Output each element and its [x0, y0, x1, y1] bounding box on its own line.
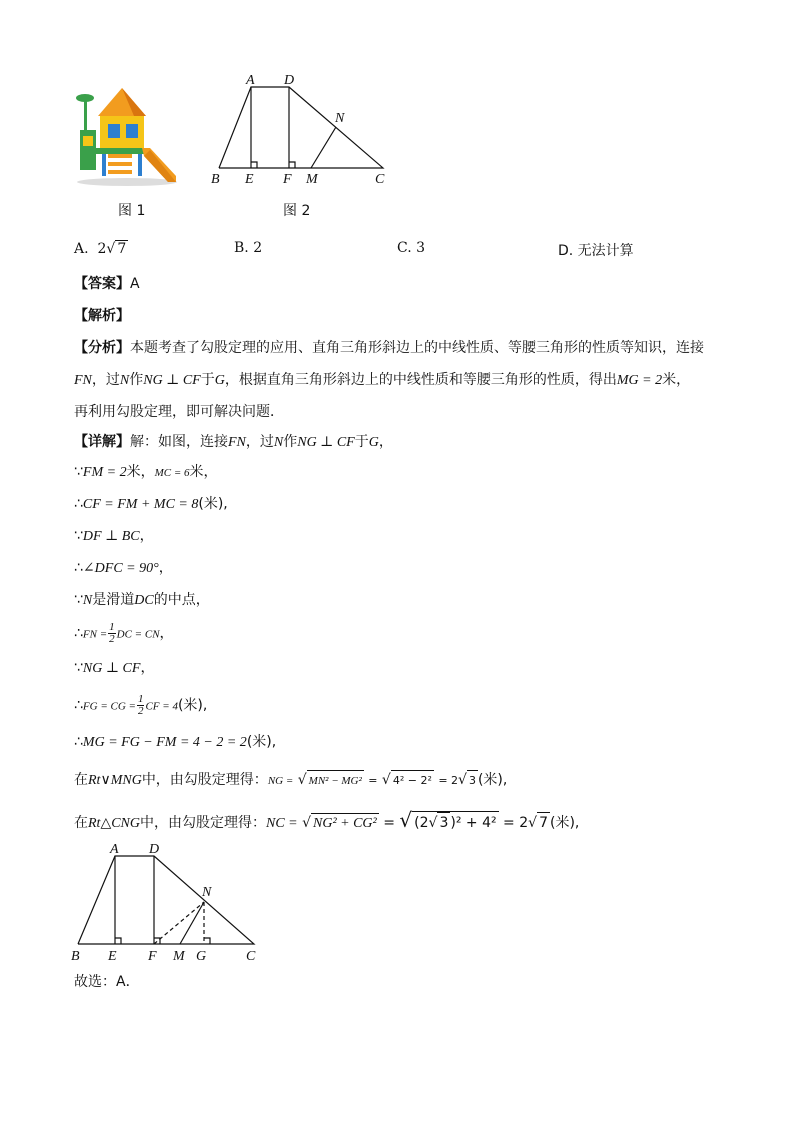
figure-1-caption: 图 1 — [118, 203, 146, 219]
option-a: A. 2√ 7 — [74, 241, 127, 257]
solution-label-g: G — [196, 949, 207, 964]
right-angle-f — [289, 162, 295, 168]
solution-diagram — [68, 838, 268, 966]
point-label-m: M — [306, 172, 318, 187]
solution-label-e: E — [108, 949, 117, 964]
solution-label-f: F — [148, 949, 157, 964]
detail-line-3: ∴CF = FM + MC = 8(米), — [74, 496, 228, 512]
detail-line-2: ∵FM = 2米，MC = 6米， — [74, 464, 218, 480]
solution-trapezoid-outline — [78, 856, 254, 944]
solution-right-angle-g — [204, 938, 210, 944]
analysis-line-2: FN，过N作NG ⊥ CF于G，根据直角三角形斜边上的中线性质和等腰三角形的性质，得出MG = 2米， — [74, 372, 691, 388]
trapezoid-outline — [219, 87, 383, 168]
point-label-d: D — [284, 73, 295, 88]
figure-2-caption: 图 2 — [283, 203, 311, 219]
solution-right-angle-e — [115, 938, 121, 944]
analysis-line-3: 再利用勾股定理，即可解决问题． — [74, 404, 284, 420]
solution-label-d: D — [149, 842, 160, 857]
solution-label-m: M — [173, 949, 185, 964]
detail-line-4: ∵DF ⊥ BC， — [74, 528, 154, 544]
detail-line-7: ∴FN = $\frac{1}{2}$ DC = CN， — [74, 621, 174, 645]
answer-line: 【答案】A — [74, 276, 140, 292]
figure-2-diagram — [205, 70, 395, 190]
solution-label-n: N — [202, 885, 212, 900]
solution-label-c: C — [246, 949, 256, 964]
point-label-b: B — [211, 172, 220, 187]
solution-label-b: B — [71, 949, 80, 964]
option-d: D. 无法计算 — [558, 243, 634, 259]
option-b: B. 2 — [234, 240, 263, 256]
final-answer: 故选：A． — [74, 974, 140, 990]
detail-line-6: ∵N是滑道DC的中点， — [74, 592, 210, 608]
analysis-line-1: 【分析】本题考查了勾股定理的应用、直角三角形斜边上的中线性质、等腰三角形的性质等知识，连接 — [74, 340, 704, 356]
solution-label-a: A — [110, 842, 119, 857]
point-label-c: C — [375, 172, 385, 187]
point-label-n: N — [335, 111, 345, 126]
detail-line-1: 【详解】解：如图，连接FN，过N作NG ⊥ CF于G， — [74, 434, 393, 450]
segment-mn — [311, 127, 336, 168]
point-label-a: A — [246, 73, 255, 88]
point-label-e: E — [245, 172, 254, 187]
playground-slide-image — [72, 84, 182, 186]
detail-line-12: 在Rt△CNG中，由勾股定理得：NC = √ NG² + CG² = √ (2√ 3 )² + 4² = 2√ 7 (米), — [74, 808, 580, 832]
detail-line-8: ∵NG ⊥ CF， — [74, 660, 155, 676]
option-c: C. 3 — [397, 240, 426, 256]
point-label-f: F — [283, 172, 292, 187]
analysis-heading: 【解析】 — [74, 308, 130, 324]
solution-segment-fn — [154, 902, 204, 944]
detail-line-10: ∴MG = FG − FM = 4 − 2 = 2(米), — [74, 734, 277, 750]
detail-line-5: ∴∠DFC = 90°， — [74, 560, 173, 576]
detail-line-11: 在Rt∨MNG中，由勾股定理得：NG = √ MN² − MG² = √ 4² − 2² = 2√ 3 (米), — [74, 770, 507, 791]
solution-segment-mn — [180, 902, 204, 944]
detail-line-9: ∴FG = CG = $\frac{1}{2}$ CF = 4(米), — [74, 693, 208, 717]
right-angle-e — [251, 162, 257, 168]
